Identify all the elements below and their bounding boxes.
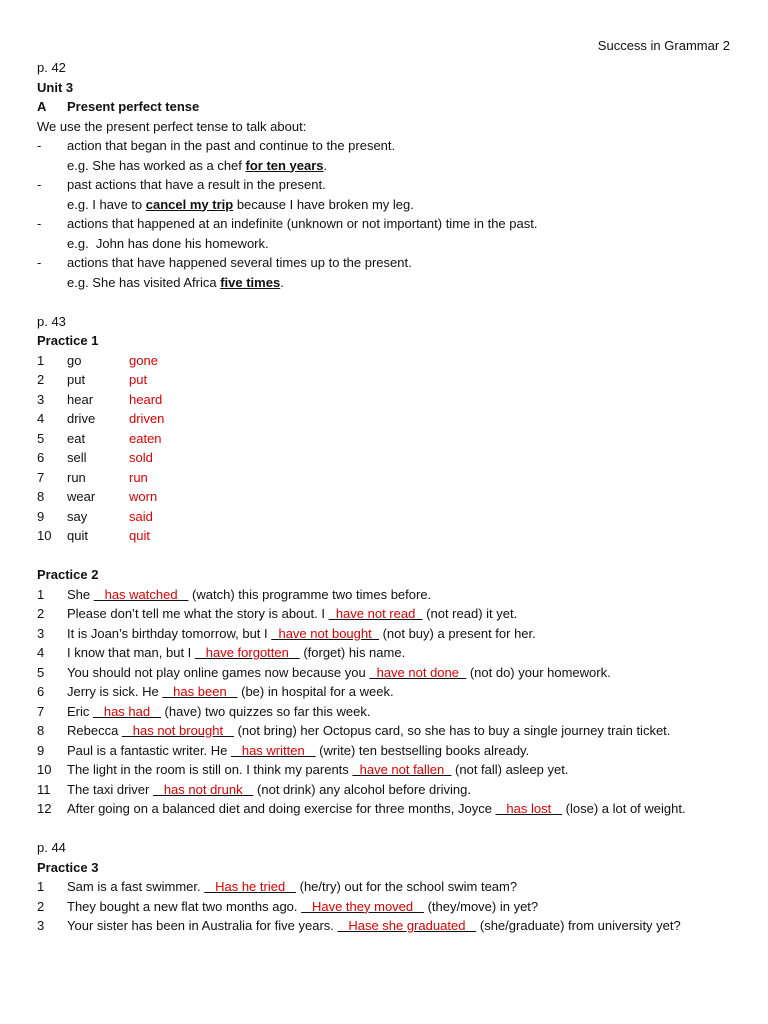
sentence: You should not play online games now because you have not done (not do) your homework. — [67, 664, 611, 680]
answer-blank: has not brought — [121, 723, 234, 738]
sentence: The light in the room is still on. I think my parents have not fallen (not fall) asleep yet. — [67, 762, 569, 777]
list-item — [37, 390, 737, 410]
list-item — [37, 429, 737, 449]
answer-text: heard — [129, 391, 163, 407]
bullet-dash: - — [37, 216, 42, 231]
answer-text: gone — [129, 352, 158, 368]
rule-example — [37, 273, 737, 293]
base-verb: drive — [67, 411, 96, 426]
sentence: They bought a new flat two months ago. Have they moved (they/move) in yet? — [67, 898, 539, 914]
list-item — [37, 487, 737, 507]
bullet-dash: - — [37, 138, 42, 153]
list-item — [37, 468, 737, 488]
list-item — [37, 721, 737, 741]
list-item — [37, 507, 737, 527]
rule-text: action that began in the past and continue to the present. — [67, 138, 396, 153]
base-verb: go — [67, 352, 82, 368]
sentence: I know that man, but I have forgotten (forget) his name. — [67, 645, 406, 660]
page-ref-42: p. 42 — [37, 60, 66, 75]
list-item — [37, 604, 737, 624]
answer-text: quit — [129, 528, 150, 543]
example-highlight: for ten years — [245, 157, 324, 173]
item-number: 3 — [37, 625, 45, 641]
answer-text: worn — [129, 489, 158, 504]
list-item — [37, 409, 737, 429]
practice-1-list — [37, 351, 737, 546]
answer-blank: has lost — [495, 801, 563, 816]
rule-bullet — [37, 175, 737, 195]
list-item — [37, 682, 737, 702]
item-number: 7 — [37, 703, 45, 719]
page-ref-44: p. 44 — [37, 840, 66, 855]
list-item — [37, 643, 737, 663]
answer-blank: have not fallen — [352, 762, 452, 777]
item-number: 6 — [37, 450, 45, 465]
list-item — [37, 916, 737, 936]
practice-2-list — [37, 585, 737, 819]
list-item — [37, 370, 737, 390]
answer-text: driven — [129, 411, 165, 426]
base-verb: sell — [67, 450, 87, 465]
item-number: 6 — [37, 684, 45, 699]
book-title: Success in Grammar 2 — [597, 38, 730, 53]
item-number: 4 — [37, 411, 45, 426]
base-verb: wear — [67, 489, 96, 504]
answer-text: eaten — [129, 430, 162, 446]
base-verb: say — [67, 508, 88, 524]
list-item — [37, 799, 737, 819]
bullet-dash: - — [37, 255, 42, 270]
sentence: The taxi driver has not drunk (not drink) any alcohol before driving. — [67, 781, 471, 797]
item-number: 8 — [37, 723, 45, 738]
item-number: 1 — [37, 879, 45, 894]
rule-bullet — [37, 214, 737, 234]
unit-heading: Unit 3 — [37, 79, 74, 95]
base-verb: eat — [67, 430, 86, 446]
rule-text: actions that have happened several times up to the present. — [67, 255, 412, 270]
page-ref-43: p. 43 — [37, 313, 66, 329]
sentence: Jerry is sick. He has been (be) in hospital for a week. — [67, 684, 394, 699]
item-number: 1 — [37, 352, 45, 368]
item-number: 10 — [37, 528, 52, 543]
list-item — [37, 526, 737, 546]
base-verb: run — [67, 469, 86, 485]
item-number: 12 — [37, 801, 52, 816]
answer-blank: have not bought — [271, 625, 379, 641]
rule-bullet-list — [37, 136, 737, 292]
answer-blank: Has he tried — [204, 879, 297, 894]
list-item — [37, 624, 737, 644]
answer-blank: has been — [162, 684, 238, 699]
answer-blank: Have they moved — [301, 898, 424, 914]
rule-example — [37, 234, 737, 254]
example-text: e.g. John has done his homework. — [67, 235, 269, 251]
sentence: Your sister has been in Australia for five years. Hase she graduated (she/graduate) from university yet? — [67, 918, 681, 933]
example-text: e.g. She has visited Africa — [67, 274, 221, 290]
practice-2-title: Practice 2 — [37, 567, 99, 582]
item-number: 4 — [37, 645, 45, 660]
practice-3-list — [37, 877, 737, 936]
answer-blank: have forgotten — [194, 645, 300, 660]
example-text: e.g. I have to — [67, 196, 146, 212]
item-number: 3 — [37, 918, 45, 933]
list-item — [37, 702, 737, 722]
answer-text: put — [129, 372, 148, 387]
sentence: After going on a balanced diet and doing exercise for three months, Joyce has lost (lose) a lot of weight. — [67, 801, 686, 816]
practice-1-title: Practice 1 — [37, 333, 99, 348]
base-verb: quit — [67, 528, 88, 543]
example-text: e.g. She has worked as a chef — [67, 157, 246, 173]
item-number: 3 — [37, 391, 45, 407]
practice-3-title: Practice 3 — [37, 859, 99, 875]
base-verb: hear — [67, 391, 94, 407]
rule-text: actions that happened at an indefinite (unknown or not important) time in the past. — [67, 216, 538, 231]
rule-text: past actions that have a result in the present. — [67, 177, 326, 192]
item-number: 2 — [37, 898, 45, 914]
item-number: 7 — [37, 469, 45, 485]
example-text: because I have broken my leg. — [233, 196, 414, 212]
answer-blank: has had — [93, 703, 161, 719]
item-number: 5 — [37, 664, 45, 680]
answer-blank: has written — [231, 742, 316, 758]
item-number: 5 — [37, 430, 45, 446]
example-highlight: cancel my trip — [145, 196, 234, 212]
rule-bullet — [37, 136, 737, 156]
document-content — [37, 58, 737, 936]
answer-blank: has not drunk — [152, 781, 254, 797]
example-text: . — [323, 157, 328, 173]
answer-blank: have not read — [328, 606, 423, 621]
sentence: She has watched (watch) this programme two times before. — [67, 586, 432, 602]
answer-blank: Hase she graduated — [337, 918, 477, 933]
list-item — [37, 897, 737, 917]
base-verb: put — [67, 372, 86, 387]
item-number: 2 — [37, 606, 45, 621]
list-item — [37, 741, 737, 761]
sentence: Eric has had (have) two quizzes so far this week. — [67, 703, 371, 719]
answer-text: said — [129, 508, 153, 524]
section-title: Present perfect tense — [67, 99, 200, 114]
example-text: . — [280, 274, 284, 290]
sentence: Sam is a fast swimmer. Has he tried (he/try) out for the school swim team? — [67, 879, 518, 894]
item-number: 8 — [37, 489, 45, 504]
item-number: 1 — [37, 586, 45, 602]
list-item — [37, 877, 737, 897]
answer-blank: has watched — [93, 586, 189, 602]
list-item — [37, 663, 737, 683]
item-number: 9 — [37, 508, 45, 524]
answer-text: run — [129, 469, 148, 485]
sentence: Paul is a fantastic writer. He has written (write) ten bestselling books already. — [67, 742, 530, 758]
section-heading — [37, 97, 737, 117]
sentence: Rebecca has not brought (not bring) her Octopus card, so she has to buy a single journey train ticket. — [67, 723, 671, 738]
list-item — [37, 780, 737, 800]
bullet-dash: - — [37, 177, 42, 192]
item-number: 11 — [37, 781, 51, 797]
sentence: It is Joan’s birthday tomorrow, but I have not bought (not buy) a present for her. — [67, 625, 536, 641]
rule-bullet — [37, 253, 737, 273]
example-highlight: five times — [220, 274, 281, 290]
item-number: 10 — [37, 762, 52, 777]
section-letter: A — [37, 99, 47, 114]
answer-text: sold — [129, 450, 153, 465]
sentence: Please don’t tell me what the story is about. I have not read (not read) it yet. — [67, 606, 518, 621]
list-item — [37, 585, 737, 605]
list-item — [37, 760, 737, 780]
list-item — [37, 448, 737, 468]
item-number: 9 — [37, 742, 45, 758]
list-item — [37, 351, 737, 371]
answer-blank: have not done — [369, 664, 467, 680]
item-number: 2 — [37, 372, 45, 387]
rule-example — [37, 195, 737, 215]
rule-example — [37, 156, 737, 176]
section-intro: We use the present perfect tense to talk about: — [37, 118, 307, 134]
